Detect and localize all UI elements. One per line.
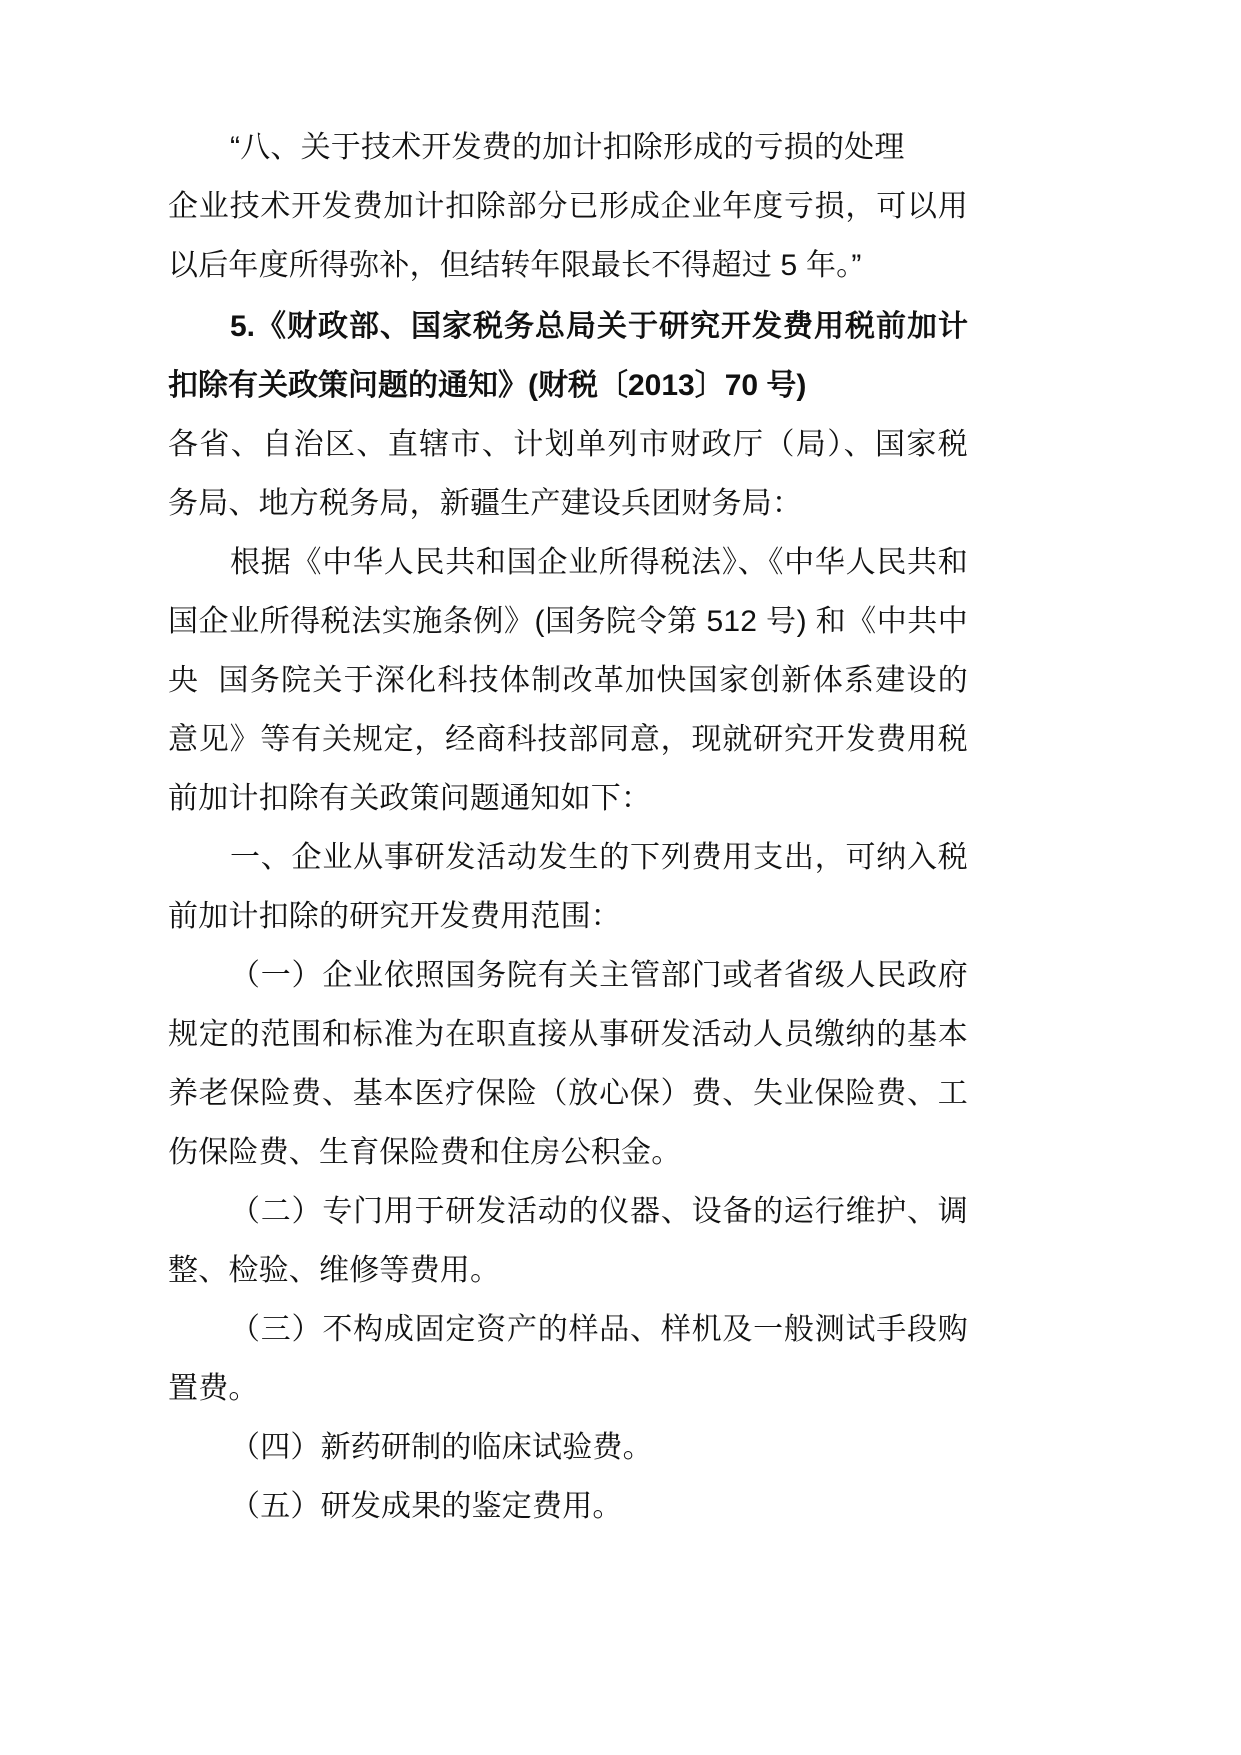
list-item-3: （三）不构成固定资产的样品、样机及一般测试手段购置费。 [168, 1313, 968, 1405]
list-item-2: （二）专门用于研发活动的仪器、设备的运行维护、调整、检验、维修等费用。 [168, 1195, 968, 1287]
article-one-paragraph: 一、企业从事研发活动发生的下列费用支出，可纳入税前加计扣除的研究开发费用范围： [168, 841, 968, 933]
document-text-column [168, 118, 968, 1536]
policy-document-title: 5.《财政部、国家税务总局关于研究开发费用税前加计扣除有关政策问题的通知》(财税〔2013〕70 号) [168, 310, 968, 402]
list-item-1: （一）企业依照国务院有关主管部门或者省级人民政府规定的范围和标准为在职直接从事研发活动人员缴纳的基本养老保险费、基本医疗保险（放心保）费、失业保险费、工伤保险费、生育保险费和住房公积金。 [168, 959, 968, 1169]
quoted-clause-body: 企业技术开发费加计扣除部分已形成企业年度亏损，可以用以后年度所得弥补，但结转年限最长不得超过 5 年。” [168, 190, 968, 282]
list-item-5: （五）研发成果的鉴定费用。 [230, 1490, 623, 1523]
list-item-4: （四）新药研制的临床试验费。 [230, 1431, 653, 1464]
recipients-line: 各省、自治区、直辖市、计划单列市财政厅（局）、国家税务局、地方税务局，新疆生产建设兵团财务局： [168, 428, 968, 520]
preamble-paragraph: 根据《中华人民共和国企业所得税法》、《中华人民共和国企业所得税法实施条例》(国务院令第 512 号) 和《中共中央 国务院关于深化科技体制改革加快国家创新体系建设的意见》等有关规定，经商科技部同意，现就研究开发费用税前加计扣除有关政策问题通知如下： [168, 546, 968, 815]
quoted-clause-heading: “八、关于技术开发费的加计扣除形成的亏损的处理 [230, 131, 905, 164]
